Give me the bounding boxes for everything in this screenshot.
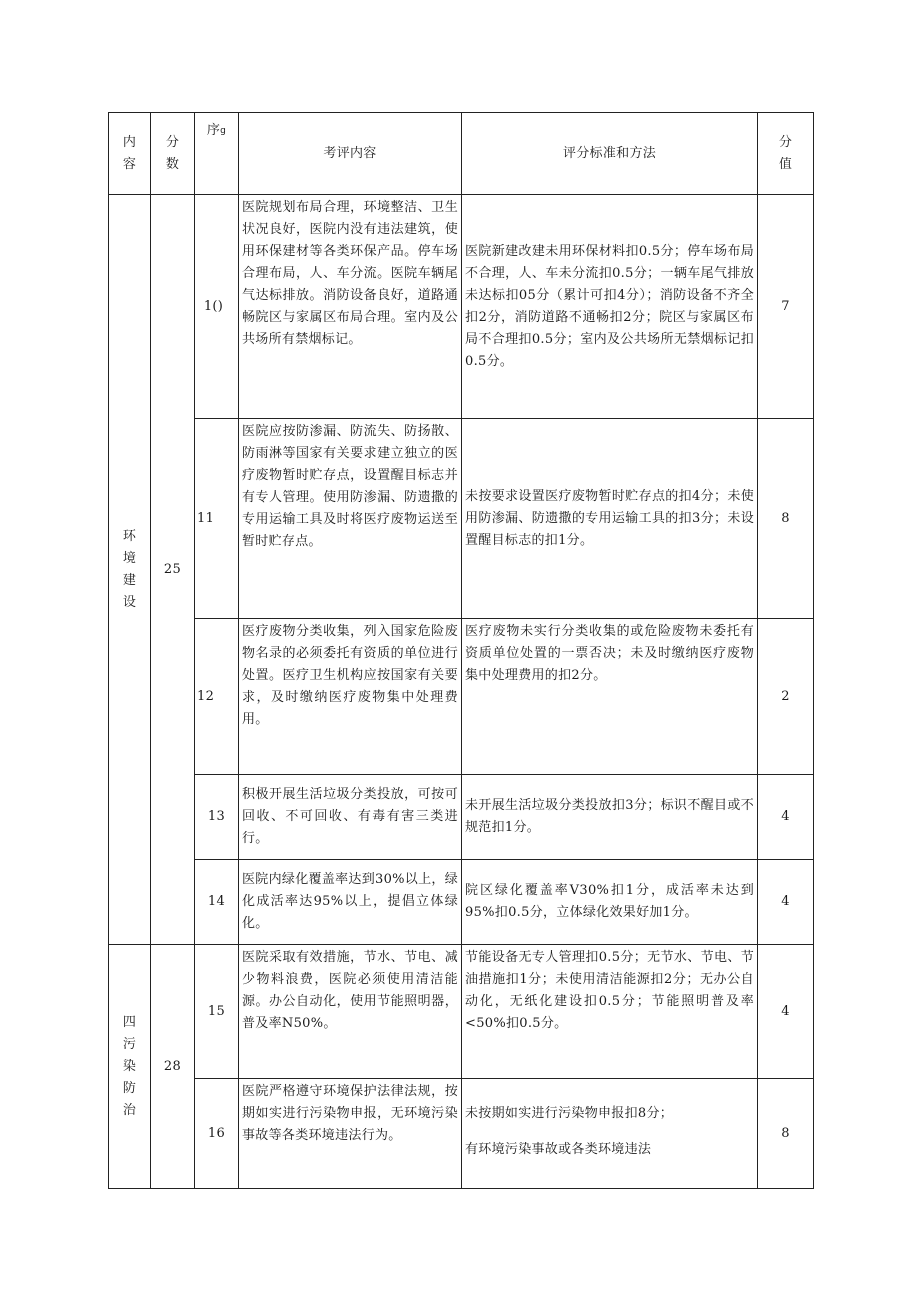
row-points: 8 [758, 1079, 814, 1189]
table-row [109, 945, 814, 1079]
header-criteria: 评分标准和方法 [462, 113, 758, 195]
header-seq: 序$^g$ [195, 113, 239, 195]
table-row [109, 195, 814, 419]
row-seq: 15 [195, 945, 239, 1079]
table-row [109, 419, 814, 619]
row-content: 医院严格遵守环境保护法律法规，按期如实进行污染物申报，无环境污染事故等各类环境违法行为。 [239, 1079, 462, 1189]
section-score: 25 [151, 195, 195, 945]
row-criteria: 医疗废物未实行分类收集的或危险废物未委托有资质单位处置的一票否决；未及时缴纳医疗废物集中处理费用的扣2分。 [462, 619, 758, 775]
evaluation-table [108, 112, 814, 1189]
row-content: 医院采取有效措施，节水、节电、减少物料浪费，医院必须使用清洁能源。办公自动化，使用节能照明器，普及率N50%。 [239, 945, 462, 1079]
row-criteria: 节能设备无专人管理扣0.5分；无节水、节电、节油措施扣1分；未使用清洁能源扣2分；无办公自动化，无纸化建设扣0.5分；节能照明普及率<50%扣0.5分。 [462, 945, 758, 1079]
row-seq: 11 [195, 419, 239, 619]
row-criteria: 未开展生活垃圾分类投放扣3分；标识不醒目或不规范扣1分。 [462, 775, 758, 860]
row-criteria: 未按期如实进行污染物申报扣8分； 有环境污染事故或各类环境违法 [462, 1079, 758, 1189]
row-points: 7 [758, 195, 814, 419]
row-criteria: 院区绿化覆盖率V30%扣1分，成活率未达到95%扣0.5分，立体绿化效果好加1分。 [462, 860, 758, 945]
row-content: 医疗废物分类收集，列入国家危险废物名录的必须委托有资质的单位进行处置。医疗卫生机构应按国家有关要求，及时缴纳医疗废物集中处理费用。 [239, 619, 462, 775]
row-content: 医院应按防渗漏、防流失、防扬散、防雨淋等国家有关要求建立独立的医疗废物暂时贮存点，设置醒目标志并有专人管理。使用防渗漏、防遗撒的专用运输工具及时将医疗废物运送至暂时贮存点。 [239, 419, 462, 619]
row-seq: 13 [195, 775, 239, 860]
row-content: 医院规划布局合理，环境整洁、卫生状况良好，医院内没有违法建筑，使用环保建材等各类环保产品。停车场合理布局，人、车分流。医院车辆尾气达标排放。消防设备良好，道路通畅院区与家属区布局合理。室内及公共场所有禁烟标记。 [239, 195, 462, 419]
header-eval-content: 考评内容 [239, 113, 462, 195]
section-name: 四 污 染 防 治 [109, 945, 151, 1189]
row-seq: 14 [195, 860, 239, 945]
row-criteria: 未按要求设置医疗废物暂时贮存点的扣4分；未使用防渗漏、防遗撒的专用运输工具的扣3分；未设置醒目标志的扣1分。 [462, 419, 758, 619]
table-row [109, 860, 814, 945]
table-row [109, 775, 814, 860]
row-points: 2 [758, 619, 814, 775]
row-content: 积极开展生活垃圾分类投放，可按可回收、不可回收、有毒有害三类进行。 [239, 775, 462, 860]
header-points: 分 值 [758, 113, 814, 195]
row-criteria: 医院新建改建未用环保材料扣0.5分；停车场布局不合理，人、车未分流扣0.5分；一辆车尾气排放未达标扣05分（累计可扣4分）；消防设备不齐全扣2分，消防道路不通畅扣2分；院区与家属区布局不合理扣0.5分；室内及公共场所无禁烟标记扣0.5分。 [462, 195, 758, 419]
table-row [109, 1079, 814, 1189]
table-row [109, 619, 814, 775]
section-score: 28 [151, 945, 195, 1189]
row-seq: 1() [195, 195, 239, 419]
row-points: 4 [758, 775, 814, 860]
row-seq: 16 [195, 1079, 239, 1189]
header-content: 内 容 [109, 113, 151, 195]
header-row [109, 113, 814, 195]
row-seq: 12 [195, 619, 239, 775]
row-points: 4 [758, 945, 814, 1079]
section-name: 环 境 建 设 [109, 195, 151, 945]
row-content: 医院内绿化覆盖率达到30%以上，绿化成活率达95%以上，提倡立体绿化。 [239, 860, 462, 945]
header-score: 分 数 [151, 113, 195, 195]
row-points: 4 [758, 860, 814, 945]
row-points: 8 [758, 419, 814, 619]
